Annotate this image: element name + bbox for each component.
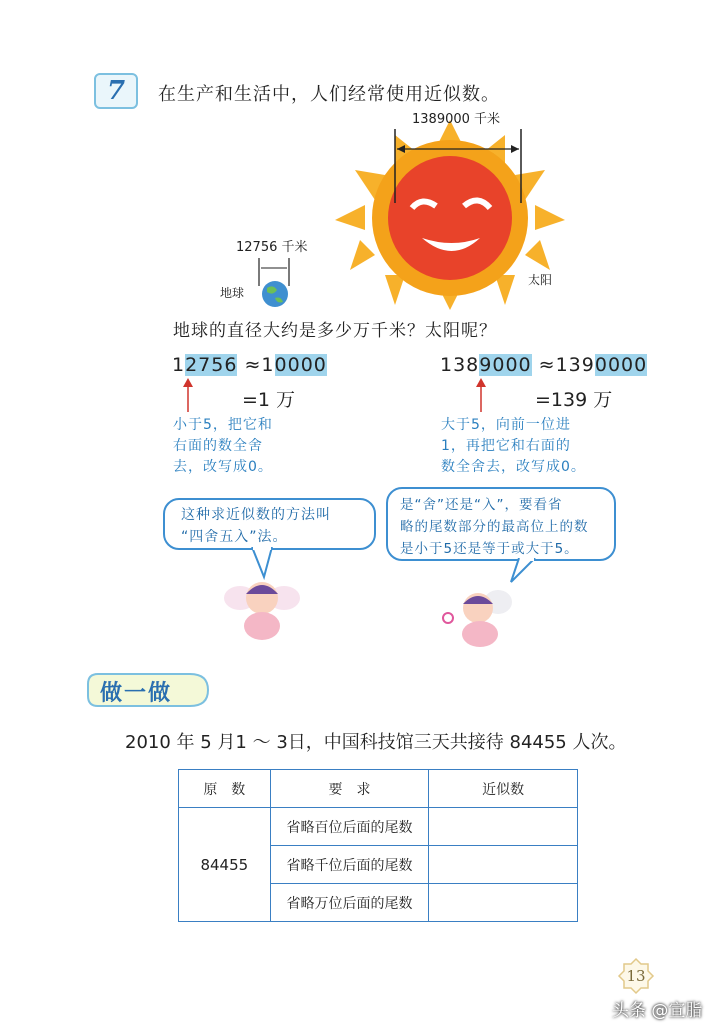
page-number: 13 bbox=[626, 967, 646, 985]
sun-note-arrow bbox=[475, 378, 487, 412]
earth-original-highlight: 2756 bbox=[185, 354, 238, 376]
practice-title: 做一做 bbox=[100, 681, 173, 706]
table-header-row bbox=[179, 770, 578, 808]
answer-cell[interactable] bbox=[429, 846, 578, 884]
earth-result-prefix: 1 bbox=[261, 354, 275, 376]
earth-note-line: 小于5，把它和 bbox=[173, 417, 273, 433]
sun-label: 太阳 bbox=[528, 273, 553, 287]
sun-rounding-expression bbox=[440, 354, 647, 376]
sun-original-highlight: 9000 bbox=[479, 354, 532, 376]
sun-equals-line: =139 万 bbox=[535, 389, 613, 411]
approx-symbol: ≈ bbox=[538, 354, 556, 376]
table-header: 原 数 bbox=[179, 770, 271, 808]
sun-diameter-marker bbox=[393, 125, 523, 205]
right-speech-bubble bbox=[386, 487, 616, 561]
sun-note-line: 大于5，向前一位进 bbox=[441, 417, 571, 433]
left-speech-bubble bbox=[163, 498, 376, 550]
right-bubble-text bbox=[400, 494, 589, 560]
earth-note-arrow bbox=[182, 378, 194, 412]
answer-cell[interactable] bbox=[429, 884, 578, 922]
left-bubble-line: 这种求近似数的方法叫 bbox=[181, 507, 331, 523]
table-header: 要 求 bbox=[270, 770, 429, 808]
left-bubble-line: “四舍五入”法。 bbox=[181, 529, 288, 545]
example-number-badge bbox=[94, 73, 138, 109]
earth-original-prefix: 1 bbox=[172, 354, 186, 376]
example-number: 7 bbox=[106, 76, 126, 106]
sun-note-line: 1，再把它和右面的 bbox=[441, 438, 571, 454]
sun-result-highlight: 0000 bbox=[594, 354, 648, 376]
earth-note bbox=[173, 415, 273, 478]
original-number-cell: 84455 bbox=[179, 808, 271, 922]
right-bubble-tail bbox=[505, 558, 539, 586]
earth-note-line: 去，改写成0。 bbox=[173, 459, 273, 475]
table-header: 近似数 bbox=[429, 770, 578, 808]
approx-symbol: ≈ bbox=[244, 354, 262, 376]
earth-equals-line: =1 万 bbox=[242, 389, 296, 411]
requirement-cell: 省略万位后面的尾数 bbox=[270, 884, 429, 922]
question-text: 地球的直径大约是多少万千米？太阳呢？ bbox=[173, 321, 497, 341]
practice-problem: 2010 年 5 月1 ～ 3日，中国科技馆三天共接待 84455 人次。 bbox=[125, 732, 627, 753]
earth-rounding-expression bbox=[172, 354, 327, 376]
earth-note-line: 右面的数全舍 bbox=[173, 438, 263, 454]
watermark: 头条 @宣脂 bbox=[612, 1001, 703, 1021]
right-bubble-line: 是小于5还是等于或大于5。 bbox=[400, 541, 579, 557]
sun-result-prefix: 139 bbox=[555, 354, 595, 376]
intro-text: 在生产和生活中，人们经常使用近似数。 bbox=[158, 84, 500, 105]
earth-illustration bbox=[255, 256, 315, 312]
requirement-cell: 省略百位后面的尾数 bbox=[270, 808, 429, 846]
earth-diameter-label: 12756 千米 bbox=[236, 240, 308, 255]
earth-label: 地球 bbox=[220, 286, 245, 300]
sun-note-line: 数全舍去，改写成0。 bbox=[441, 459, 586, 475]
requirement-cell: 省略千位后面的尾数 bbox=[270, 846, 429, 884]
sun-note bbox=[441, 415, 586, 478]
right-cherub-illustration bbox=[440, 584, 520, 650]
earth-result-highlight: 0000 bbox=[274, 354, 327, 376]
right-bubble-line: 略的尾数部分的最高位上的数 bbox=[400, 519, 589, 535]
approximation-table bbox=[178, 769, 578, 922]
answer-cell[interactable] bbox=[429, 808, 578, 846]
table-row bbox=[179, 808, 578, 846]
right-bubble-line: 是“舍”还是“入”，要看省 bbox=[400, 497, 563, 513]
left-cherub-illustration bbox=[222, 568, 302, 644]
sun-original-prefix: 138 bbox=[440, 354, 480, 376]
left-bubble-text bbox=[181, 504, 331, 548]
sun-diameter-label: 1389000 千米 bbox=[412, 112, 501, 127]
